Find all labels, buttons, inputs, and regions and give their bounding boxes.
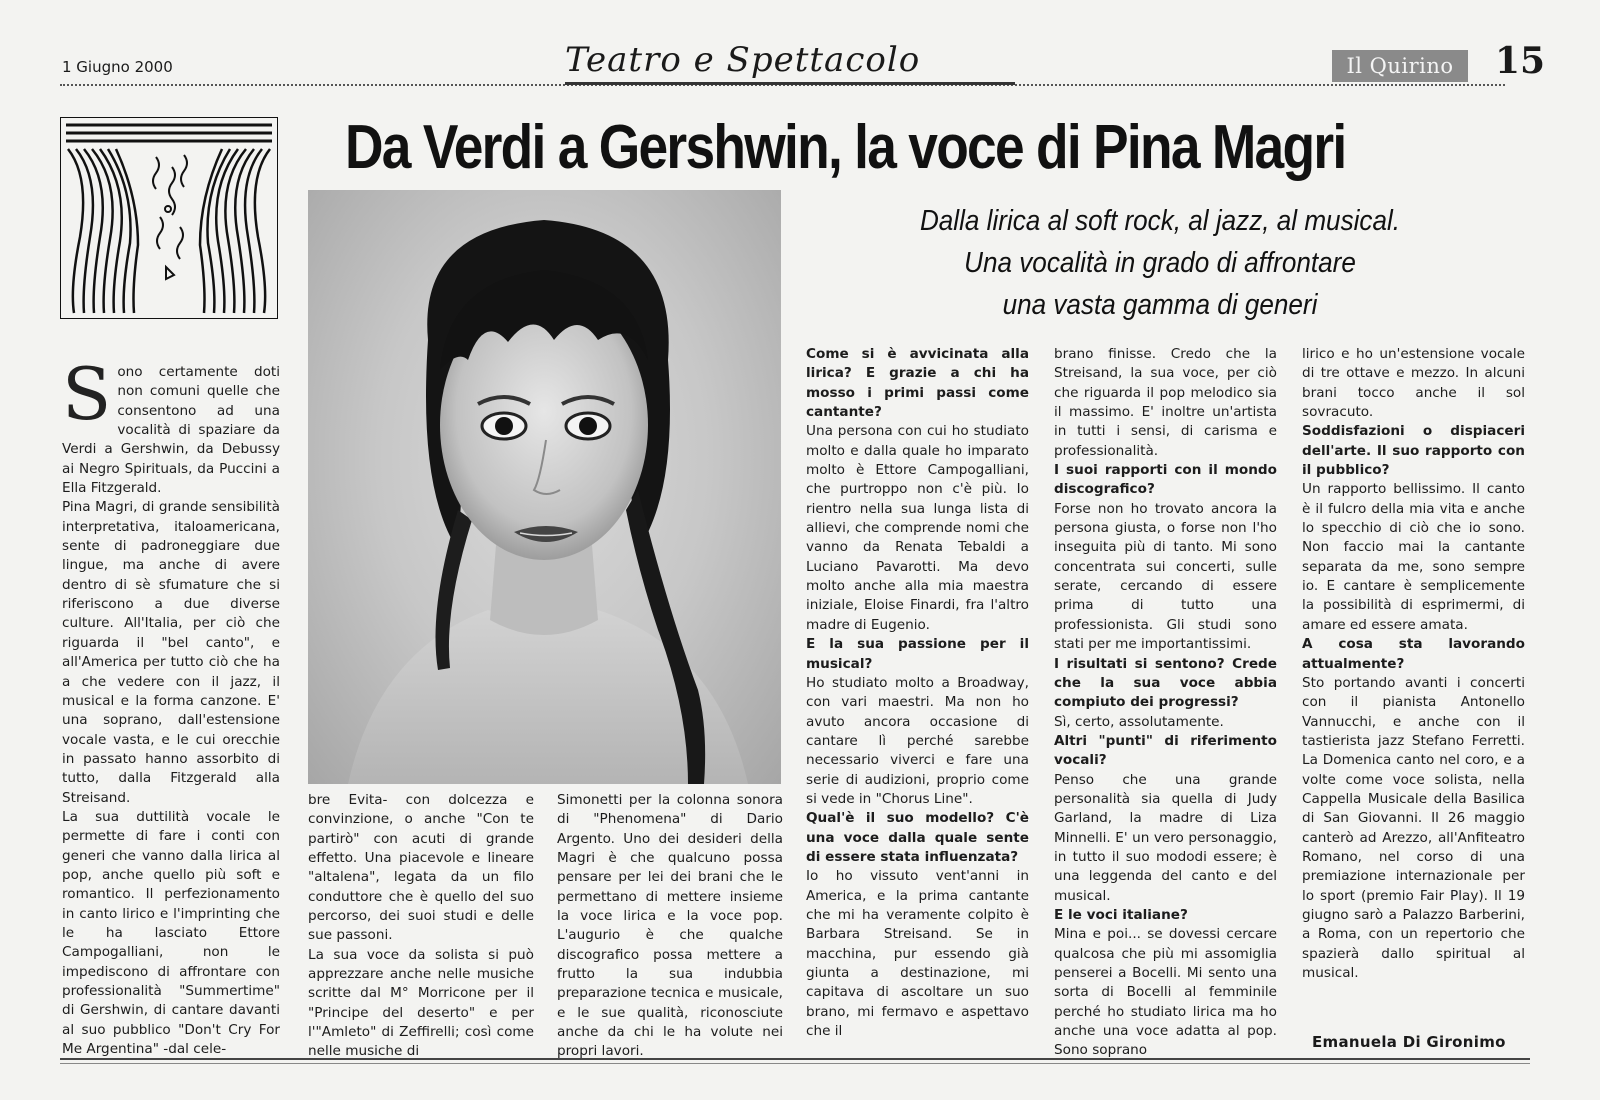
interview-question: A cosa sta lavorando attualmente? [1302, 636, 1525, 672]
interview-answer: Forse non ho trovato ancora la persona giusta, o forse non l'ho inseguita più di tanto. Mi sono concentrata sui concerti, sulle serate, cercando di essere prima di tutto una professionista. Gli studi sono stati per me importantissimi. [1054, 500, 1277, 653]
article-column-1 [62, 352, 280, 1059]
footer-rule [60, 1058, 1530, 1060]
interview-answer: Io ho vissuto vent'anni in America, e la prima cantante che mi ha veramente colpito è Barbara Streisand. Se in macchina, pur essendo già giunta a destinazione, mi capitava di ascoltare un suo brano, mi fermavo e aspettavo che il [806, 868, 1029, 1040]
drop-cap: S [62, 352, 112, 436]
interview-answer: brano finisse. Credo che la Streisand, la sua voce, per ciò che riguarda il pop melodico sia il massimo. E' inoltre un'artista in tutti i sensi, di carisma e professionalità. [1054, 346, 1277, 459]
interview-question: Qual'è il suo modello? C'è una voce dalla quale sente di essere stata influenzata? [806, 810, 1029, 865]
interview-question: Soddisfazioni o dispiaceri dell'arte. Il suo rapporto con il pubblico? [1302, 423, 1525, 479]
article-column-3 [557, 791, 783, 1062]
subhead-line: Una vocalità in grado di affrontare [964, 247, 1356, 279]
article-column-2 [308, 791, 534, 1062]
paragraph: La sua duttilità vocale le permette di fare i conti con generi che vanno dalla lirica al pop, anche quello più soft e romantico. Il perfezionamento in canto lirico e l'imprinting che le ha lasciato Ettore Campogalliani, non le impediscono di affrontare con professionalità "Summertime" di Gershwin, di cantare davanti al suo pubblico "Don't Cry For Me Argentina" -dal cele- [62, 808, 280, 1058]
article-headline: Da Verdi a Gershwin, la voce di Pina Magri [345, 113, 1346, 182]
interview-answer: Sì, certo, assolutamente. [1054, 713, 1224, 730]
interview-question: Come si è avvicinata alla lirica? E grazie a chi ha mosso i primi passi come cantante? [806, 346, 1029, 421]
subhead-line: una vasta gamma di generi [1002, 289, 1318, 321]
interview-question: E le voci italiane? [1054, 906, 1188, 923]
paragraph: Pina Magri, di grande sensibilità interpretativa, italoamericana, sente di padroneggiare due lingue, ma anche di avere dentro di sè sfumature che si riferiscono a due diverse culture. All'Italia, per ciò che riguarda il "bel canto", e all'America per tutto ciò che ha a che vedere con il jazz, il musical e la forma canzone. E' una soprano, dall'estensione vocale vasta, e le cui orecchie in passato hanno assorbito di tutto, dalla Fitzgerald alla Streisand. [62, 499, 280, 806]
article-column-6 [1302, 345, 1525, 983]
article-subhead [854, 200, 1466, 326]
issue-date: 1 Giugno 2000 [62, 58, 173, 76]
footer-rule-thin [60, 1063, 1530, 1064]
paragraph: bre Evita- con dolcezza e convinzione, o anche "Con te partirò" con acuti di grande effetto. Una piacevole e lineare "altalena", legata da un filo conduttore che è quello del suo percorso, dei suoi studi e delle sue passoni. [308, 792, 534, 944]
section-underline [565, 82, 1015, 85]
interview-answer: Mina e poi... se dovessi cercare qualcosa che più mi assomiglia penserei a Bocelli. Mi sento una sorta di Bocelli al femminile perché ho studiato lirica ma ho anche una voce adatta al pop. Sono soprano [1054, 926, 1277, 1059]
section-title: Teatro e Spettacolo [565, 40, 921, 80]
portrait-photo [308, 190, 781, 784]
article-column-4 [806, 345, 1029, 1041]
interview-answer: Sto portando avanti i concerti con il pianista Antonello Vannucchi, e anche con il tastierista jazz Stefano Ferretti. La Domenica canto nel coro, e a volte come voce solista, nella Cappella Musicale della Basilica di San Giovanni. Il 26 maggio canterò ad Arezzo, all'Anfiteatro Romano, nel corso di una premiazione internazionale per lo sport (premio Fair Play). Il 19 giugno sarò a Palazzo Barberini, a Roma, con un repertorio che spazierà dallo spiritual al musical. [1302, 674, 1525, 981]
subhead-line: Dalla lirica al soft rock, al jazz, al musical. [919, 205, 1401, 237]
interview-answer: Penso che una grande personalità sia quella di Judy Garland, la madre di Liza Minnelli. E' un vero personaggio, in tutto il suo mododi essere; è una leggenda del canto e del musical. [1054, 771, 1277, 904]
interview-answer: Una persona con cui ho studiato molto e dalla quale ho imparato molto è Ettore Campogalliani, che purtroppo non c'è più. Io rientro nella sua lunga lista di allievi, che comprende nomi che vanno da Renata Tebaldi a Luciano Pavarotti. Ma devo molto anche alla mia maestra iniziale, Eloise Finardi, fra l'altro madre di Eugenio. [806, 423, 1029, 633]
publication-badge: Il Quirino [1332, 50, 1468, 82]
interview-answer: Un rapporto bellissimo. Il canto è il fulcro della mia vita e anche lo specchio di ciò che io sono. Non faccio mai la cantante separata da me, sono sempre io. E cantare è semplicemente la possibilità di esprimermi, di amare ed essere amata. [1302, 481, 1525, 633]
interview-question: I risultati si sentono? Crede che la sua voce abbia compiuto dei progressi? [1054, 655, 1277, 711]
interview-answer: Ho studiato molto a Broadway, con vari maestri. Ma non ho avuto ancora occasione di cantare lì perché sarebbe necessario viverci e fare una serie di audizioni, proprio come si vede in "Chorus Line". [806, 674, 1029, 807]
paragraph: ono certamente doti non comuni quelle che consentono ad una vocalità di spaziare da Verdi a Gershwin, da Debussy ai Negro Spirituals, da Puccini a Ella Fitzgerald. [62, 364, 280, 497]
interview-question: E la sua passione per il musical? [806, 636, 1029, 672]
page-number: 15 [1495, 40, 1546, 82]
interview-answer: lirico e ho un'estensione vocale di tre ottave e mezzo. In alcuni brani tocco anche il sol sovracuto. [1302, 346, 1525, 421]
article-column-5 [1054, 345, 1277, 1061]
paragraph: Simonetti per la colonna sonora di "Phenomena" di Dario Argento. Uno dei desideri della Magri è che qualcuno possa pensare per lei dei brani che le permettano di mettere insieme la voce lirica e la voce pop. L'augurio è che qualche discografico possa mettere a frutto la sua indubbia preparazione tecnica e musicale, e le sue qualità, riconosciute anche da chi le ha volute nei propri lavori. [557, 792, 783, 1060]
interview-question: I suoi rapporti con il mondo discografico? [1054, 462, 1277, 498]
interview-question: Altri "punti" di riferimento vocali? [1054, 732, 1277, 769]
article-byline: Emanuela Di Gironimo [1312, 1033, 1506, 1051]
paragraph: La sua voce da solista si può apprezzare anche nelle musiche scritte dal M° Morricone per il "Principe del deserto" e per l'"Amleto" di Zeffirelli; così come nelle musiche di [308, 946, 534, 1060]
theatre-curtain-logo [60, 117, 278, 319]
